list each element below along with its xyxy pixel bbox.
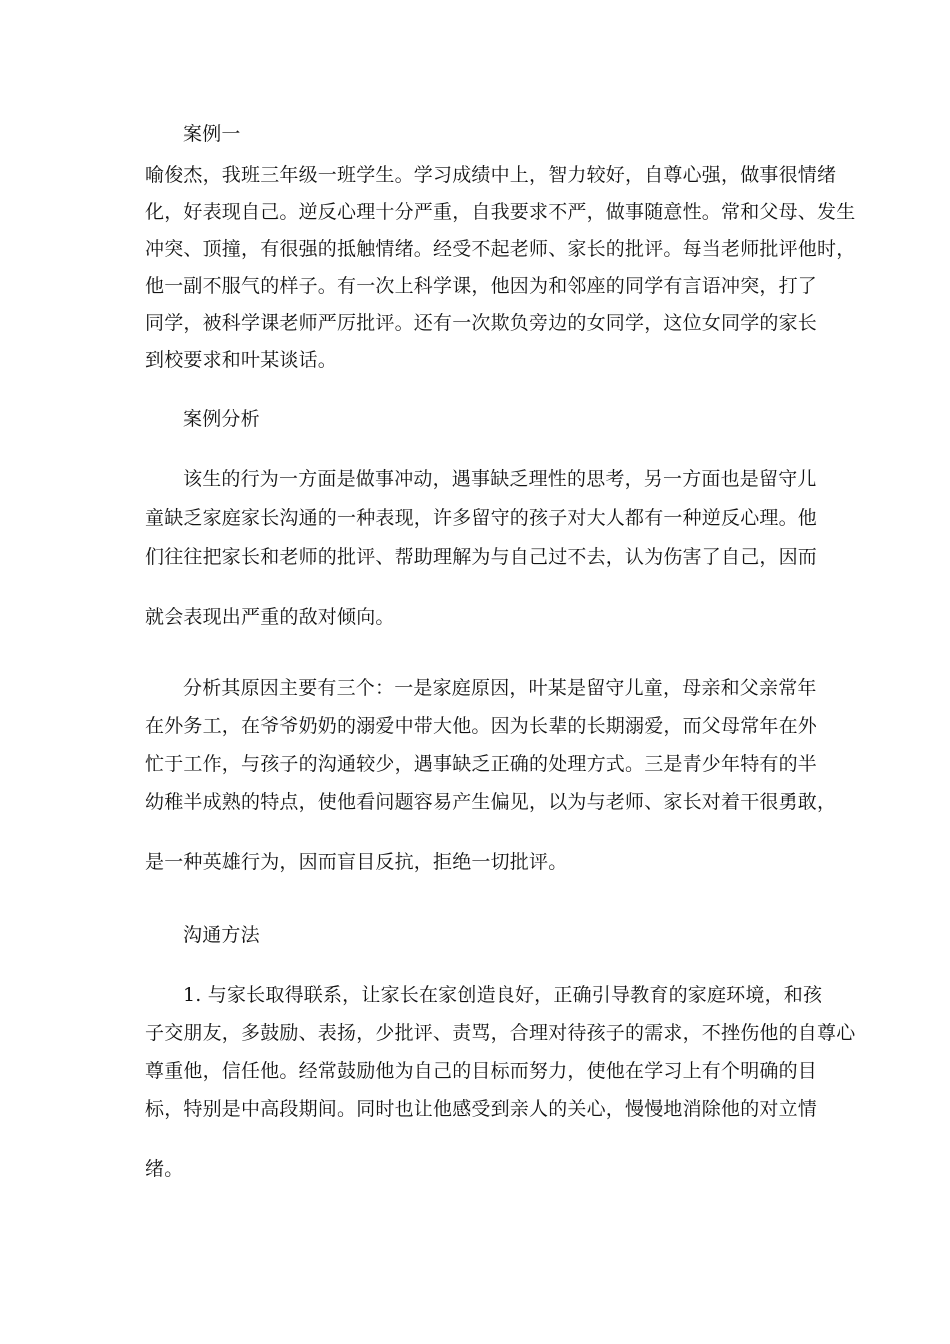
analysis-p1-line: 该生的行为一方面是做事冲动，遇事缺乏理性的思考，另一方面也是留守儿 <box>183 468 817 490</box>
case-one-line: 化，好表现自己。逆反心理十分严重，自我要求不严，做事随意性。常和父母、发生 <box>145 201 856 223</box>
case-one-line: 冲突、顶撞，有很强的抵触情绪。经受不起老师、家长的批评。每当老师批评他时， <box>145 238 856 260</box>
analysis-p1-line: 就会表现出严重的敌对倾向。 <box>145 606 395 628</box>
method-item-line: 标，特别是中高段期间。同时也让他感受到亲人的关心，慢慢地消除他的对立情 <box>145 1098 818 1120</box>
case-one-line: 他一副不服气的样子。有一次上科学课，他因为和邻座的同学有言语冲突，打了 <box>145 275 818 297</box>
analysis-p2-line: 幼稚半成熟的特点，使他看问题容易产生偏见，以为与老师、家长对着干很勇敢， <box>145 791 837 813</box>
analysis-p2-line: 分析其原因主要有三个：一是家庭原因，叶某是留守儿童，母亲和父亲常年 <box>183 677 817 699</box>
method-item-line: 子交朋友，多鼓励、表扬，少批评、责骂，合理对待孩子的需求，不挫伤他的自尊心 <box>145 1022 856 1044</box>
analysis-p2-line: 在外务工，在爷爷奶奶的溺爱中带大他。因为长辈的长期溺爱，而父母常年在外 <box>145 715 818 737</box>
analysis-p1-line: 童缺乏家庭家长沟通的一种表现，许多留守的孩子对大人都有一种逆反心理。他 <box>145 507 818 529</box>
method-item-line: 绪。 <box>145 1158 184 1180</box>
analysis-p2-line: 是一种英雄行为，因而盲目反抗，拒绝一切批评。 <box>145 851 568 873</box>
method-item-line: 1. 与家长取得联系，让家长在家创造良好，正确引导教育的家庭环境，和孩 <box>183 984 823 1006</box>
case-one-line: 到校要求和叶某谈话。 <box>145 349 338 371</box>
analysis-heading: 案例分析 <box>183 408 260 430</box>
case-one-line: 喻俊杰，我班三年级一班学生。学习成绩中上，智力较好，自尊心强，做事很情绪 <box>145 164 837 186</box>
case-one-line: 同学，被科学课老师严厉批评。还有一次欺负旁边的女同学，这位女同学的家长 <box>145 312 818 334</box>
method-heading: 沟通方法 <box>183 924 260 946</box>
analysis-p1-line: 们往往把家长和老师的批评、帮助理解为与自己过不去，认为伤害了自己，因而 <box>145 546 818 568</box>
method-item-line: 尊重他，信任他。经常鼓励他为自己的目标而努力，使他在学习上有个明确的目 <box>145 1060 818 1082</box>
case-one-heading: 案例一 <box>183 123 241 145</box>
analysis-p2-line: 忙于工作，与孩子的沟通较少，遇事缺乏正确的处理方式。三是青少年特有的半 <box>145 753 818 775</box>
